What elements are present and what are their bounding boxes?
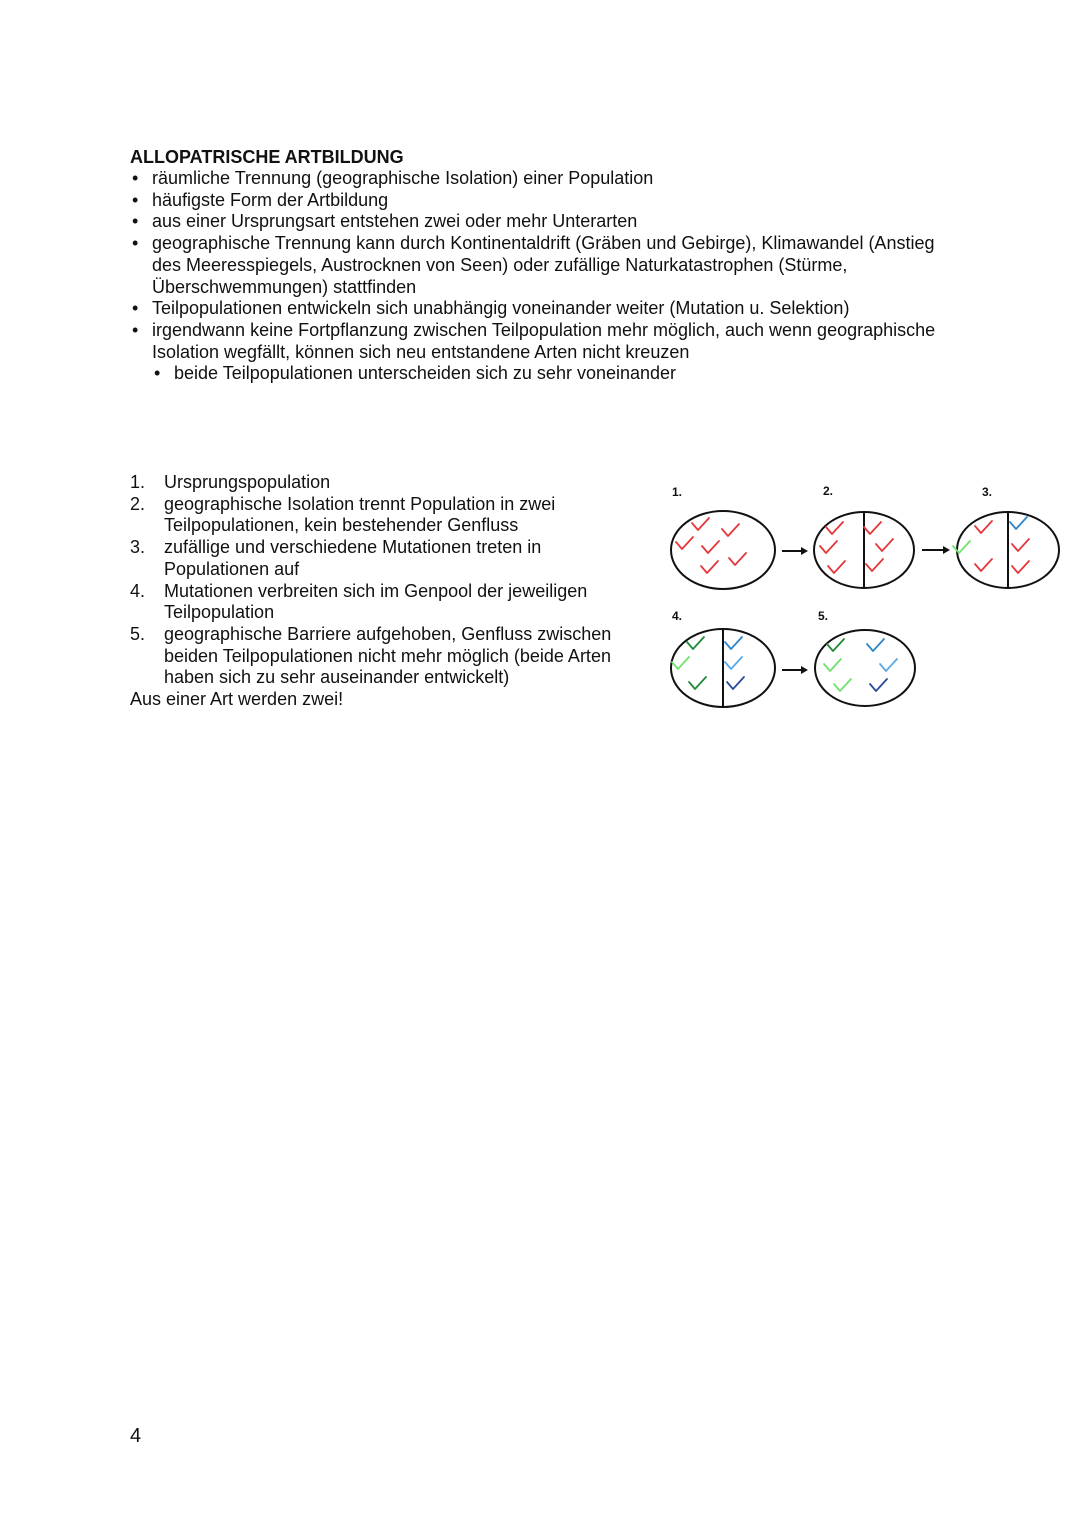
step-text: geographische Isolation trennt Population in zwei Teilpopulationen, kein bestehender Genfluss — [164, 493, 556, 536]
checkmark-icon — [727, 677, 744, 689]
step-item — [130, 537, 620, 580]
checkmark-icon — [702, 541, 719, 553]
allopatric-section — [130, 146, 960, 385]
bullet-item-text: irgendwann keine Fortpflanzung zwischen Teilpopulation mehr möglich, auch wenn geographische Isolation wegfällt, können sich neu entstandene Arten nicht kreuzen — [152, 319, 936, 362]
checkmark-icon — [1012, 539, 1029, 551]
checkmark-icon — [1010, 517, 1027, 529]
page-number: 4 — [130, 1425, 142, 1447]
step-item — [130, 494, 620, 537]
step-number: 5. — [130, 623, 146, 644]
checkmark-icon — [975, 559, 992, 571]
steps-block — [130, 472, 620, 711]
checkmark-icon — [880, 659, 897, 671]
stage-label-2: 2. — [823, 484, 834, 498]
step-number: 1. — [130, 472, 146, 492]
checkmark-icon — [820, 541, 837, 553]
checkmark-icon — [876, 539, 893, 551]
step-number: 2. — [130, 493, 146, 514]
arrow-icon — [782, 547, 808, 555]
checkmark-icon — [692, 518, 709, 530]
bullet-item: • Teilpopulationen entwickeln sich unabhängig voneinander weiter (Mutation u. Selektion) — [130, 298, 960, 320]
stage-label-3: 3. — [982, 485, 993, 499]
bullet-item: • aus einer Ursprungsart entstehen zwei oder mehr Unterarten — [130, 211, 960, 233]
sub-bullet-list — [152, 363, 960, 385]
stage-label-4: 4. — [672, 609, 683, 623]
checkmark-icon — [824, 659, 841, 671]
arrow-icon — [782, 666, 808, 674]
bullet-item: • räumliche Trennung (geographische Isolation) einer Population — [130, 168, 960, 190]
population-stage-5 — [815, 630, 915, 706]
step-item — [130, 624, 620, 689]
checkmark-icon — [689, 677, 706, 689]
step-text: zufällige und verschiedene Mutationen treten in Populationen auf — [164, 537, 542, 579]
bullet-list — [130, 168, 960, 385]
step-number: 3. — [130, 537, 146, 558]
population-stage-1 — [671, 511, 775, 589]
speciation-diagram — [660, 478, 1070, 718]
genotype-checkmarks — [672, 517, 1029, 691]
checkmark-icon — [672, 657, 689, 669]
population-ellipses — [671, 511, 1059, 707]
checkmark-icon — [866, 559, 883, 571]
step-text: Mutationen verbreiten sich im Genpool der jeweiligen Teilpopulation — [164, 580, 588, 623]
checkmark-icon — [975, 521, 992, 533]
checkmark-icon — [725, 637, 742, 649]
bullet-item — [130, 320, 960, 385]
arrow-icon — [922, 546, 950, 554]
checkmark-icon — [1012, 561, 1029, 573]
step-text: geographische Barriere aufgehoben, Genfluss zwischen beiden Teilpopulationen nicht mehr möglich (beide Arten haben sich zu sehr auseinander entwickelt) — [164, 623, 612, 688]
step-item — [130, 472, 620, 494]
step-item — [130, 581, 620, 624]
checkmark-icon — [828, 561, 845, 573]
bullet-item: • geographische Trennung kann durch Kontinentaldrift (Gräben und Gebirge), Klimawandel (Anstieg des Meeresspiegels, Austrocknen von Seen) oder zufällige Naturkatastrophen (Stürme, Überschwemmungen) stattfinden — [130, 233, 960, 298]
checkmark-icon — [701, 561, 718, 573]
checkmark-icon — [864, 522, 881, 534]
conclusion-text: Aus einer Art werden zwei! — [130, 689, 344, 710]
step-text: Ursprungspopulation — [164, 472, 331, 492]
checkmark-icon — [867, 639, 884, 651]
bullet-item: • häufigste Form der Artbildung — [130, 190, 960, 212]
checkmark-icon — [725, 657, 742, 669]
checkmark-icon — [729, 553, 746, 565]
checkmark-icon — [953, 541, 970, 553]
checkmark-icon — [722, 524, 739, 536]
checkmark-icon — [676, 537, 693, 549]
checkmark-icon — [834, 679, 851, 691]
stage-label-5: 5. — [818, 609, 829, 623]
numbered-steps — [130, 472, 620, 689]
stage-label-1: 1. — [672, 485, 683, 499]
checkmark-icon — [870, 679, 887, 691]
step-number: 4. — [130, 580, 146, 601]
sub-bullet-item: • beide Teilpopulationen unterscheiden sich zu sehr voneinander — [152, 363, 960, 385]
section-title: ALLOPATRISCHE ARTBILDUNG — [130, 147, 404, 167]
